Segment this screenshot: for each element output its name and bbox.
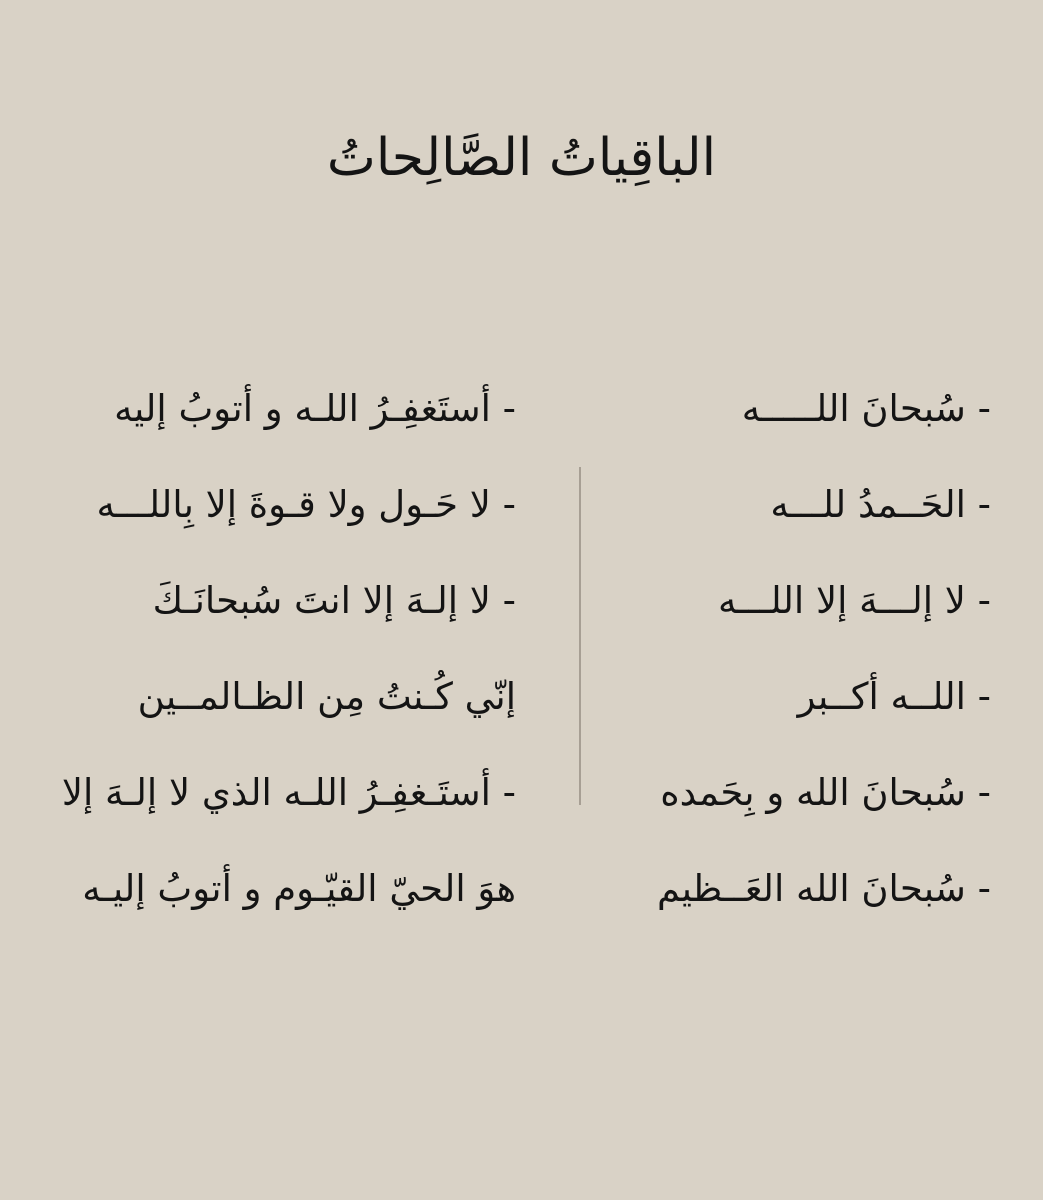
dhikr-item: - لا حَـول ولا قـوةَ إلا بِاللـــه (96, 483, 516, 526)
dhikr-item: - لا إلـــهَ إلا اللـــه (718, 579, 991, 622)
dhikr-item: - اللــه أكــبر (797, 675, 991, 718)
column-divider (579, 467, 581, 805)
dhikr-item: إنّي كُـنتُ مِن الظـالمــين (137, 675, 516, 718)
dhikr-item: - لا إلـهَ إلا انتَ سُبحانَـكَ (152, 579, 516, 622)
dhikr-item: - سُبحانَ الله و بِحَمده (660, 771, 991, 814)
dhikr-item: - سُبحانَ اللـــــه (741, 387, 991, 430)
dhikr-item: - أستَـغفِـرُ اللـه الذي لا إلـهَ إلا (61, 771, 516, 814)
dhikr-item: - أستَغفِـرُ اللـه و أتوبُ إليه (114, 387, 516, 430)
page-title: الباقِياتُ الصَّالِحاتُ (326, 128, 717, 188)
dhikr-column-right (551, 366, 991, 942)
dhikr-column-left (46, 366, 516, 942)
dhikr-item: - الحَــمدُ للـــه (770, 483, 991, 526)
dhikr-item: هوَ الحيّ القيّـوم و أتوبُ إليـه (82, 867, 516, 910)
dhikr-item: - سُبحانَ الله العَــظيم (657, 867, 991, 910)
